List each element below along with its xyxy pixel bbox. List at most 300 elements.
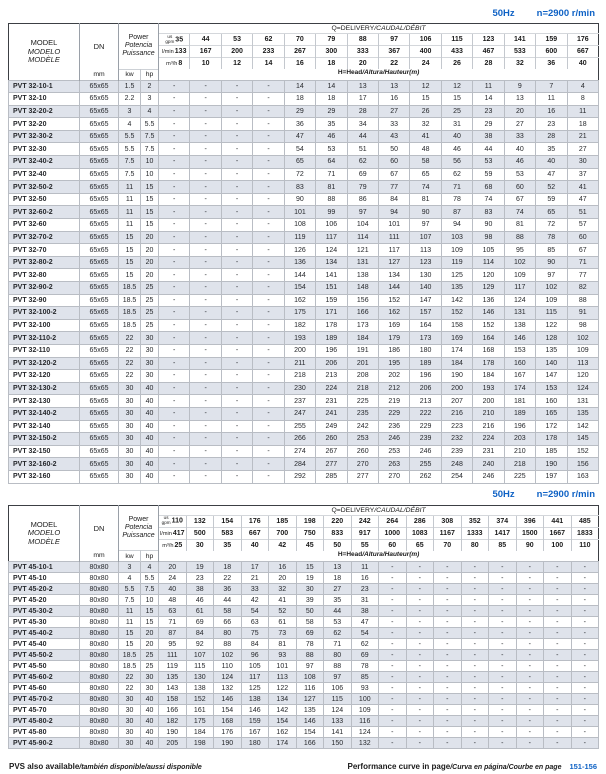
head-cell: - <box>159 93 190 106</box>
kw-label: kw <box>119 69 141 80</box>
head-cell: 212 <box>378 382 409 395</box>
kw-cell: 4 <box>119 573 141 584</box>
head-cell: 225 <box>504 470 535 483</box>
kw-cell: 5.5 <box>119 584 141 595</box>
lmin-value: 667 <box>567 46 599 58</box>
lmin-value: 700 <box>269 527 297 539</box>
head-cell: 40 <box>536 156 567 169</box>
hp-cell: 30 <box>141 370 159 383</box>
head-cell: 11 <box>351 562 379 573</box>
head-cell: 90 <box>473 219 504 232</box>
m3h-value: 50 <box>324 539 352 551</box>
head-cell: 115 <box>186 661 214 672</box>
kw-cell: 18.5 <box>119 294 141 307</box>
head-cell: 116 <box>296 683 324 694</box>
head-cell: 120 <box>567 370 599 383</box>
model-cell: PVT 32-110-2 <box>9 332 80 345</box>
head-cell: - <box>434 705 462 716</box>
head-cell: 260 <box>347 445 378 458</box>
head-cell: - <box>221 269 252 282</box>
head-cell: - <box>159 382 190 395</box>
head-cell: 87 <box>159 628 187 639</box>
head-cell: - <box>379 683 407 694</box>
head-cell: 154 <box>214 705 242 716</box>
lmin-value: 917 <box>351 527 379 539</box>
kw-cell: 22 <box>119 344 141 357</box>
head-cell: - <box>190 344 221 357</box>
dn-cell: 80x80 <box>80 639 119 650</box>
hp-cell: 10 <box>141 168 159 181</box>
pump-row <box>9 269 599 282</box>
kw-cell: 11 <box>119 181 141 194</box>
head-cell: 27 <box>378 105 409 118</box>
head-cell: 23 <box>186 573 214 584</box>
head-cell: 26 <box>410 105 441 118</box>
head-cell: - <box>489 639 517 650</box>
head-cell: 229 <box>410 420 441 433</box>
head-cell: 166 <box>347 307 378 320</box>
head-cell: 161 <box>186 705 214 716</box>
head-cell: - <box>489 683 517 694</box>
head-cell: 160 <box>504 357 535 370</box>
head-cell: 38 <box>186 584 214 595</box>
dn-cell: 65x65 <box>80 307 119 320</box>
head-cell: 103 <box>441 231 472 244</box>
head-cell: 105 <box>473 244 504 257</box>
head-cell: - <box>190 181 221 194</box>
head-cell: 102 <box>567 332 599 345</box>
lmin-value: 200 <box>221 46 252 58</box>
lmin-value: 267 <box>284 46 315 58</box>
head-cell: 131 <box>347 256 378 269</box>
head-cell: 162 <box>378 307 409 320</box>
head-cell: - <box>461 562 489 573</box>
kw-cell: 3 <box>119 562 141 573</box>
head-cell: 69 <box>351 650 379 661</box>
pump-row <box>9 93 599 106</box>
pump-row <box>9 445 599 458</box>
head-cell: - <box>516 738 544 749</box>
head-cell: 23 <box>351 584 379 595</box>
gpm-value: 97 <box>378 34 409 46</box>
head-cell: - <box>379 562 407 573</box>
pump-row <box>9 282 599 295</box>
pump-row <box>9 672 599 683</box>
head-cell: 108 <box>296 672 324 683</box>
head-cell: - <box>461 617 489 628</box>
head-cell: - <box>159 219 190 232</box>
head-cell: - <box>190 168 221 181</box>
head-cell: 94 <box>378 206 409 219</box>
head-cell: - <box>516 617 544 628</box>
head-cell: 18 <box>214 562 242 573</box>
head-cell: - <box>406 573 434 584</box>
lmin-value: 1167 <box>434 527 462 539</box>
head-cell: - <box>190 269 221 282</box>
m3h-value: 55 <box>351 539 379 551</box>
head-cell: - <box>379 727 407 738</box>
kw-cell: 18.5 <box>119 650 141 661</box>
head-cell: 38 <box>473 130 504 143</box>
head-cell: 108 <box>284 219 315 232</box>
head-cell: 71 <box>567 256 599 269</box>
dn-cell: 65x65 <box>80 256 119 269</box>
kw-cell: 11 <box>119 606 141 617</box>
m3h-value: 85 <box>489 539 517 551</box>
head-cell: - <box>434 617 462 628</box>
gpm-value: 88 <box>347 34 378 46</box>
head-cell: 19 <box>296 573 324 584</box>
kw-cell: 30 <box>119 420 141 433</box>
head-cell: 210 <box>504 445 535 458</box>
head-cell: - <box>406 562 434 573</box>
head-cell: 167 <box>504 370 535 383</box>
dn-cell: 65x65 <box>80 105 119 118</box>
head-cell: - <box>253 118 284 131</box>
rotation-speed-label: n=2900 r/min <box>536 488 595 500</box>
head-cell: 136 <box>473 294 504 307</box>
head-cell: 17 <box>347 93 378 106</box>
head-cell: 213 <box>410 395 441 408</box>
hp-cell: 25 <box>141 661 159 672</box>
head-cell: 104 <box>347 219 378 232</box>
head-cell: 44 <box>214 595 242 606</box>
head-cell: 153 <box>504 344 535 357</box>
pump-row <box>9 118 599 131</box>
head-cell: 153 <box>536 382 567 395</box>
head-cell: - <box>406 661 434 672</box>
head-cell: 12 <box>410 80 441 93</box>
head-cell: 11 <box>536 93 567 106</box>
head-cell: - <box>253 445 284 458</box>
head-cell: - <box>221 344 252 357</box>
kw-cell: 30 <box>119 705 141 716</box>
head-cell: 175 <box>284 307 315 320</box>
hp-cell: 15 <box>141 219 159 232</box>
head-cell: 184 <box>473 370 504 383</box>
m3h-value: 28 <box>473 58 504 70</box>
head-cell: 71 <box>441 181 472 194</box>
dn-cell: 65x65 <box>80 219 119 232</box>
head-cell: - <box>571 716 599 727</box>
head-cell: - <box>159 294 190 307</box>
head-cell: - <box>434 595 462 606</box>
hp-cell: 30 <box>141 683 159 694</box>
head-cell: 102 <box>214 650 242 661</box>
kw-cell: 30 <box>119 470 141 483</box>
head-cell: 246 <box>378 433 409 446</box>
head-cell: 84 <box>241 639 269 650</box>
head-cell: - <box>190 307 221 320</box>
head-cell: - <box>571 617 599 628</box>
head-cell: 146 <box>504 332 535 345</box>
head-cell: 142 <box>269 705 297 716</box>
head-cell: 141 <box>324 727 352 738</box>
pump-table-pvt32 <box>8 23 599 484</box>
availability-note <box>9 756 202 774</box>
head-cell: 46 <box>316 130 347 143</box>
head-cell: 190 <box>536 458 567 471</box>
head-cell: 196 <box>316 344 347 357</box>
head-cell: 67 <box>504 193 535 206</box>
head-cell: 79 <box>347 181 378 194</box>
head-cell: - <box>544 606 572 617</box>
head-cell: - <box>379 716 407 727</box>
head-cell: - <box>253 294 284 307</box>
head-cell: 56 <box>441 156 472 169</box>
head-cell: 180 <box>241 738 269 749</box>
hp-cell: 5.5 <box>141 573 159 584</box>
pump-row <box>9 639 599 650</box>
head-cell: 218 <box>504 458 535 471</box>
head-cell: 109 <box>567 344 599 357</box>
head-cell: - <box>571 606 599 617</box>
head-cell: 270 <box>378 470 409 483</box>
head-cell: 206 <box>316 357 347 370</box>
head-cell: 144 <box>378 282 409 295</box>
pump-row <box>9 332 599 345</box>
head-cell: 146 <box>214 694 242 705</box>
head-cell: 32 <box>410 118 441 131</box>
hp-cell: 25 <box>141 307 159 320</box>
head-cell: 240 <box>473 458 504 471</box>
head-cell: - <box>190 118 221 131</box>
head-cell: 46 <box>504 156 535 169</box>
head-cell: 18 <box>567 118 599 131</box>
head-cell: - <box>544 562 572 573</box>
kw-cell: 18.5 <box>119 282 141 295</box>
head-cell: 156 <box>347 294 378 307</box>
head-cell: 142 <box>567 420 599 433</box>
head-cell: 34 <box>347 118 378 131</box>
head-cell: - <box>461 584 489 595</box>
dn-cell: 80x80 <box>80 606 119 617</box>
head-cell: 180 <box>410 344 441 357</box>
head-cell: 109 <box>351 705 379 716</box>
head-cell: 40 <box>441 130 472 143</box>
head-cell: - <box>489 694 517 705</box>
head-cell: - <box>571 694 599 705</box>
head-cell: 253 <box>347 433 378 446</box>
head-cell: 77 <box>378 181 409 194</box>
head-cell: 43 <box>378 130 409 143</box>
head-cell: - <box>489 738 517 749</box>
head-cell: 229 <box>378 407 409 420</box>
head-cell: - <box>571 639 599 650</box>
head-cell: - <box>253 219 284 232</box>
m3h-value: 24 <box>410 58 441 70</box>
kw-cell: 11 <box>119 206 141 219</box>
head-cell: - <box>489 727 517 738</box>
head-cell: 81 <box>269 639 297 650</box>
head-cell: 15 <box>296 562 324 573</box>
dn-cell: 80x80 <box>80 727 119 738</box>
lmin-value: 533 <box>504 46 535 58</box>
head-cell: 27 <box>567 143 599 156</box>
head-cell: - <box>571 584 599 595</box>
head-cell: 211 <box>284 357 315 370</box>
head-cell: - <box>190 319 221 332</box>
head-cell: 80 <box>324 650 352 661</box>
head-cell: 41 <box>269 595 297 606</box>
dn-cell: 65x65 <box>80 395 119 408</box>
head-cell: 267 <box>316 445 347 458</box>
head-title: H=Head/Altura/Hauteur(m) <box>337 550 420 558</box>
head-cell: 111 <box>378 231 409 244</box>
head-cell: - <box>221 294 252 307</box>
head-cell: 65 <box>284 156 315 169</box>
head-cell: 132 <box>351 738 379 749</box>
m3h-value: 70 <box>434 539 462 551</box>
m3h-value: 35 <box>214 539 242 551</box>
head-cell: - <box>253 319 284 332</box>
model-cell: PVT 32-10-1 <box>9 80 80 93</box>
head-cell: - <box>406 727 434 738</box>
hp-cell: 40 <box>141 433 159 446</box>
head-cell: 147 <box>536 370 567 383</box>
m3h-value: 20 <box>347 58 378 70</box>
head-cell: - <box>461 650 489 661</box>
head-cell: - <box>571 705 599 716</box>
lmin-value: 750 <box>296 527 324 539</box>
head-cell: 33 <box>378 118 409 131</box>
gpm-value: 220 <box>324 515 352 527</box>
head-cell: 138 <box>347 269 378 282</box>
head-cell: 83 <box>473 206 504 219</box>
lmin-value: 1833 <box>571 527 599 539</box>
head-cell: 167 <box>241 727 269 738</box>
pump-row <box>9 727 599 738</box>
model-cell: PVT 45-30 <box>9 617 80 628</box>
head-cell: 24 <box>159 573 187 584</box>
head-cell: 277 <box>347 470 378 483</box>
head-cell: - <box>159 143 190 156</box>
dn-cell: 80x80 <box>80 716 119 727</box>
head-cell: 203 <box>504 433 535 446</box>
dn-cell: 65x65 <box>80 130 119 143</box>
head-cell: - <box>253 420 284 433</box>
head-cell: 107 <box>410 231 441 244</box>
head-cell: 97 <box>347 206 378 219</box>
gpm-value: 62 <box>253 34 284 46</box>
dn-cell: 80x80 <box>80 705 119 716</box>
head-cell: 74 <box>504 206 535 219</box>
page-numbers: 151-156 <box>569 762 597 771</box>
head-cell: 84 <box>186 628 214 639</box>
head-cell: - <box>461 683 489 694</box>
dn-cell: 65x65 <box>80 294 119 307</box>
head-cell: - <box>221 156 252 169</box>
pump-row <box>9 694 599 705</box>
head-cell: - <box>221 433 252 446</box>
head-cell: - <box>544 716 572 727</box>
head-cell: 174 <box>441 344 472 357</box>
mm-label: mm <box>80 551 119 562</box>
head-cell: 65 <box>536 206 567 219</box>
head-cell: - <box>489 595 517 606</box>
head-cell: - <box>516 727 544 738</box>
head-cell: 130 <box>410 269 441 282</box>
hp-cell: 3 <box>141 93 159 106</box>
model-column-header: MODEL MODELO MODÈLE <box>9 24 80 81</box>
head-cell: - <box>253 282 284 295</box>
head-cell: 132 <box>214 683 242 694</box>
head-cell: 59 <box>536 193 567 206</box>
lmin-value: 367 <box>378 46 409 58</box>
head-cell: 205 <box>159 738 187 749</box>
head-cell: 127 <box>378 256 409 269</box>
head-cell: - <box>190 244 221 257</box>
table-header <box>9 505 599 562</box>
dn-cell: 65x65 <box>80 244 119 257</box>
model-cell: PVT 32-120 <box>9 370 80 383</box>
head-cell: 72 <box>284 168 315 181</box>
lmin-value: 1083 <box>406 527 434 539</box>
head-cell: - <box>190 420 221 433</box>
head-cell: 44 <box>324 606 352 617</box>
head-cell: 109 <box>504 269 535 282</box>
head-cell: 193 <box>284 332 315 345</box>
dn-cell: 80x80 <box>80 573 119 584</box>
head-cell: 96 <box>241 650 269 661</box>
head-cell: - <box>159 269 190 282</box>
kw-cell: 22 <box>119 683 141 694</box>
head-cell: - <box>253 470 284 483</box>
head-cell: - <box>544 727 572 738</box>
dn-cell: 65x65 <box>80 445 119 458</box>
pump-row <box>9 344 599 357</box>
hp-cell: 40 <box>141 738 159 749</box>
head-cell: 253 <box>378 445 409 458</box>
model-cell: PVT 32-20-2 <box>9 105 80 118</box>
head-cell: - <box>406 628 434 639</box>
gpm-value: 308 <box>434 515 462 527</box>
head-cell: 136 <box>284 256 315 269</box>
head-cell: 186 <box>378 344 409 357</box>
rotation-speed-label: n=2900 r/min <box>536 8 595 19</box>
head-cell: - <box>253 130 284 143</box>
head-cell: 72 <box>536 219 567 232</box>
head-cell: 106 <box>316 219 347 232</box>
m3h-value: 40 <box>241 539 269 551</box>
pump-row <box>9 307 599 320</box>
head-cell: 242 <box>347 420 378 433</box>
head-cell: - <box>253 433 284 446</box>
head-cell: 134 <box>378 269 409 282</box>
dn-cell: 65x65 <box>80 282 119 295</box>
head-cell: 46 <box>441 143 472 156</box>
hp-cell: 5.5 <box>141 118 159 131</box>
performance-curve-note <box>348 756 598 774</box>
head-cell: 91 <box>567 307 599 320</box>
head-cell: 239 <box>441 445 472 458</box>
gpm-value: 374 <box>489 515 517 527</box>
head-cell: - <box>190 395 221 408</box>
m3h-value: 110 <box>571 539 599 551</box>
head-cell: 97 <box>296 661 324 672</box>
head-cell: 11 <box>473 80 504 93</box>
head-cell: 191 <box>347 344 378 357</box>
pump-row <box>9 294 599 307</box>
hp-cell: 20 <box>141 269 159 282</box>
head-cell: - <box>253 206 284 219</box>
model-cell: PVT 32-160 <box>9 470 80 483</box>
head-cell: 184 <box>186 727 214 738</box>
head-cell: 106 <box>324 683 352 694</box>
head-cell: - <box>379 738 407 749</box>
head-cell: - <box>221 93 252 106</box>
head-cell: 158 <box>441 319 472 332</box>
